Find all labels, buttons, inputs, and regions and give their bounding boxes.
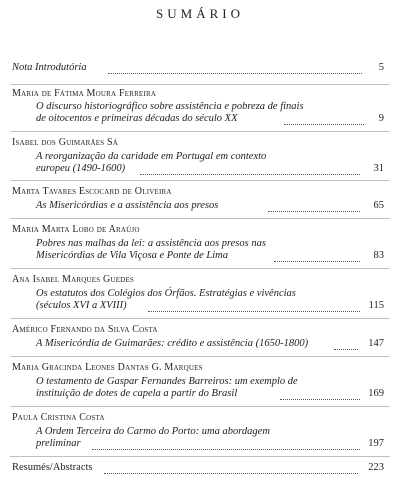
divider	[10, 406, 390, 407]
toc-title-line: O testamento de Gaspar Fernandes Barreiros: um exemplo de	[36, 376, 298, 387]
toc-author: Marta Tavares Escocard de Oliveira	[12, 186, 172, 197]
divider	[10, 131, 390, 132]
toc-title-line: Misericórdias de Vila Viçosa e Ponte de Lima	[36, 250, 228, 261]
toc-title-line: Os estatutos dos Colégios dos Órfãos. Estratégias e vivências	[36, 288, 296, 299]
toc-page-number: 197	[368, 438, 384, 449]
divider	[10, 456, 390, 457]
toc-leader	[280, 399, 360, 400]
divider	[10, 180, 390, 181]
toc-title-line: (séculos XVI a XVIII)	[36, 300, 127, 311]
toc-leader	[284, 124, 364, 125]
toc-leader	[140, 174, 360, 175]
toc-author: Américo Fernando da Silva Costa	[12, 324, 158, 335]
divider	[10, 268, 390, 269]
toc-title-line: O discurso historiográfico sobre assistência e pobreza de finais	[36, 101, 304, 112]
toc-page-number: 5	[378, 62, 384, 73]
toc-title-line: A Ordem Terceira do Carmo do Porto: uma abordagem	[36, 426, 270, 437]
toc-leader	[334, 349, 358, 350]
toc-leader	[268, 211, 360, 212]
toc-page-number: 223	[368, 462, 384, 473]
toc-author: Isabel dos Guimarães Sá	[12, 137, 118, 148]
toc-page-number: 31	[373, 163, 384, 174]
toc-page-number: 65	[373, 200, 384, 211]
toc-page-number: 83	[373, 250, 384, 261]
toc-page-number: 169	[368, 388, 384, 399]
divider	[10, 318, 390, 319]
toc-title-line: Pobres nas malhas da lei: a assistência aos presos nas	[36, 238, 266, 249]
divider	[10, 218, 390, 219]
toc-leader	[108, 73, 362, 74]
toc-author: Maria Gracinda Leones Dantas G. Marques	[12, 362, 203, 373]
toc-title-line: As Misericórdias e a assistência aos presos	[36, 200, 219, 211]
toc-page-number: 147	[368, 338, 384, 349]
divider	[10, 84, 390, 85]
toc-author: Maria de Fátima Moura Ferreira	[12, 88, 157, 99]
toc-resumes-label: Resumés/Abstracts	[12, 462, 93, 473]
toc-page-number: 115	[368, 300, 384, 311]
toc-author: Maria Marta Lobo de Araújo	[12, 224, 140, 235]
toc-leader	[104, 473, 358, 474]
toc-author: Paula Cristina Costa	[12, 412, 105, 423]
toc-title-line: preliminar	[36, 438, 81, 449]
toc-leader	[148, 311, 360, 312]
page-title: SUMÁRIO	[156, 6, 244, 21]
toc-nota-label: Nota Introdutória	[12, 62, 87, 73]
toc-title-line: europeu (1490-1600)	[36, 163, 126, 174]
toc-author: Ana Isabel Marques Guedes	[12, 274, 135, 285]
toc-title-line: A Misericórdia de Guimarães: crédito e assistência (1650-1800)	[36, 338, 309, 349]
divider	[10, 356, 390, 357]
toc-title-line: de oitocentos e primeiras décadas do século XX	[36, 113, 238, 124]
toc-page-number: 9	[378, 113, 384, 124]
toc-title-line: A reorganização da caridade em Portugal em contexto	[36, 151, 267, 162]
toc-title-line: instituição de dotes de capela a partir do Brasil	[36, 388, 238, 399]
toc-leader	[274, 261, 360, 262]
toc-leader	[92, 449, 360, 450]
